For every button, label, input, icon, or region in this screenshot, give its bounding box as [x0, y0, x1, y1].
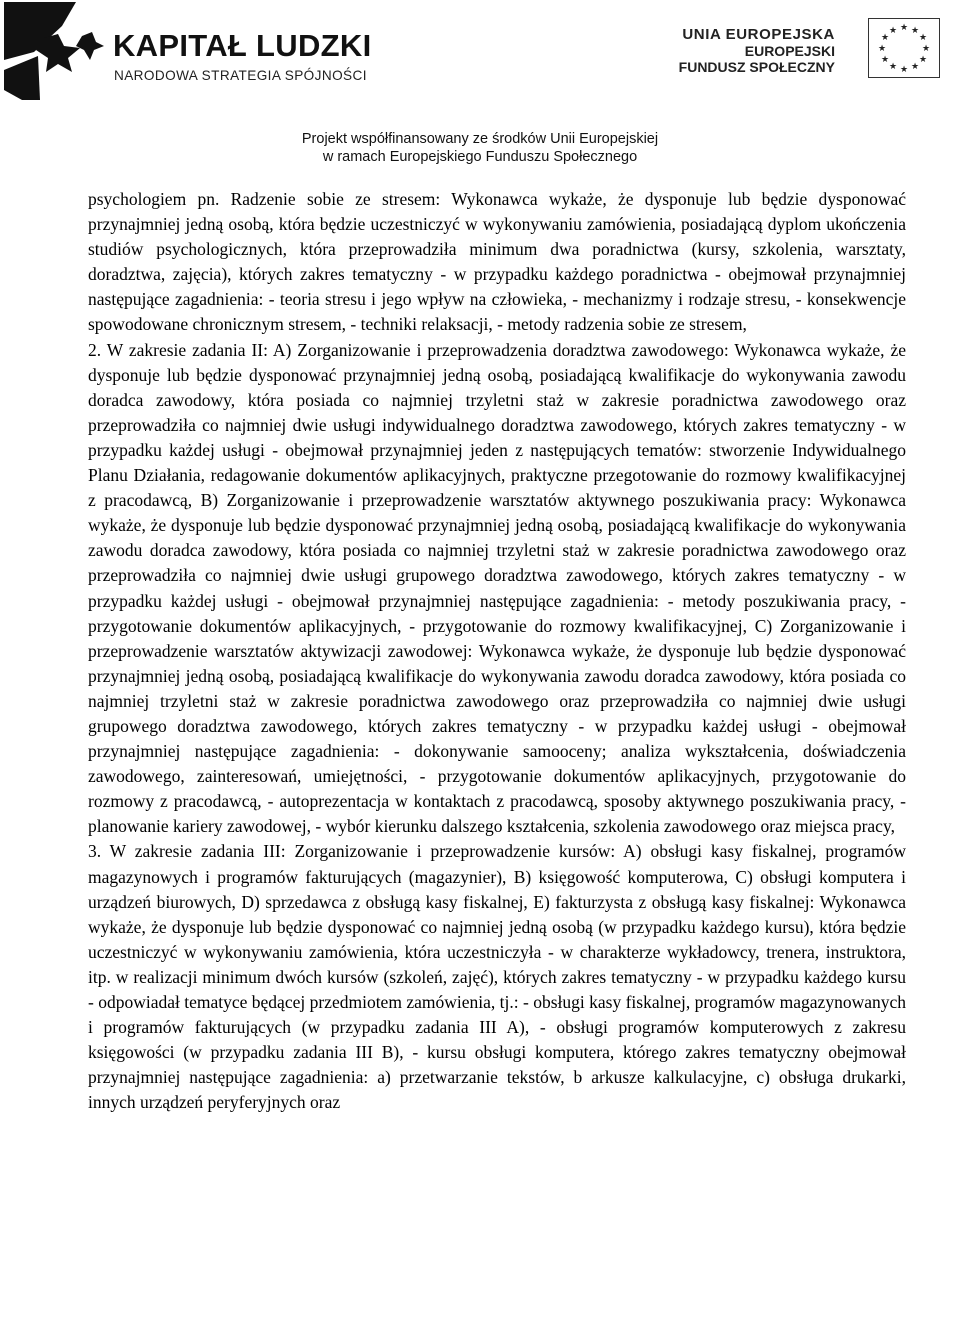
svg-text:★: ★ [899, 65, 909, 75]
paragraph-task-3: 3. W zakresie zadania III: Zorganizowanie i przeprowadzenie kursów: A) obsługi kasy fiskalnej, programów magazynowych i programów fakturujących (magazynier), B) księgowość komputerowa, C) obsługi komputera i urządzeń biurowych, D) sprzedawca z obsługą kasy fiskalnej, E) fakturzysta z obsługą kasy fiskalnej: Wykonawca wykaże, że dysponuje lub będzie dysponować co najmniej jedną osobą (w przypadku każdego kursu), która będzie uczestniczyć w wykonywaniu zamówienia, która uczestniczyła - w charakterze wykładowcy, trenera, instruktora, itp. w realizacji minimum dwóch kursów (szkoleń, zajęć), których zakres tematyczny - w przypadku każdego kursu - odpowiadał tematyce będącej przedmiotem zamówienia, tj.: - obsługi kasy fiskalnej, programów magazynowanych i programów fakturujących (w przypadku zadania III A), - obsługi programów komputerowych z zakresu księgowości (w przypadku zadania III B), - kursu obsługi komputera, którego zakres tematyczny obejmował przynajmniej następujące zagadnienia: a) przetwarzanie tekstów, b arkusze kalkulacyjne, c) obsługa drukarki, innych urządzeń peryferyjnych oraz [88, 841, 906, 1113]
eu-logo-line-3: FUNDUSZ SPOŁECZNY [678, 59, 835, 75]
svg-text:★: ★ [880, 33, 890, 43]
paragraph-task-2: 2. W zakresie zadania II: A) Zorganizowanie i przeprowadzenia doradztwa zawodowego: Wykonawca wykaże, że dysponuje lub będzie dysponować przynajmniej jedną osobą, posiadającą kwalifikacje do wykonywania zawodu doradca zawodowy, która posiada co najmniej trzyletni staż w zakresie poradnictwa zawodowego oraz przeprowadziła co najmniej dwie usługi indywidualnego doradztwa zawodowego, których zakres tematyczny - w przypadku każdej usługi - obejmował przynajmniej jeden z następujących tematów: stworzenie Indywidualnego Planu Działania, redagowanie dokumentów aplikacyjnych, praktyczne przegotowanie do rozmowy kwalifikacyjnej z pracodawcą, B) Zorganizowanie i przeprowadzenie warsztatów aktywnego poszukiwania pracy: Wykonawca wykaże, że dysponuje lub będzie dysponować przynajmniej jedną osobą, posiadającą kwalifikacje do wykonywania zawodu doradca zawodowy, która posiada co najmniej trzyletni staż w zakresie poradnictwa zawodowego oraz przeprowadziła co najmniej dwie usługi grupowego doradztwa zawodowego, których zakres tematyczny - w przypadku każdej usługi - obejmował przynajmniej następujące zagadnienia: - metody poszukiwania pracy, - przygotowanie dokumentów aplikacyjnych, - przygotowanie do rozmowy kwalifikacyjnej, C) Zorganizowanie i przeprowadzenie warsztatów aktywizacji zawodowej: Wykonawca wykaże, że dysponuje lub będzie dysponować przynajmniej jedną osobą, posiadającą kwalifikacje do wykonywania zawodu doradca zawodowy, która posiada co najmniej trzyletni staż w zakresie poradnictwa zawodowego oraz przeprowadziła co najmniej dwie usługi grupowego doradztwa zawodowego, których zakres tematyczny - w przypadku każdej usługi - obejmował przynajmniej następujące zagadnienia: - dokonywanie samooceny; analiza wykształcenia, doświadczenia zawodowego, zainteresowań, umiejętności, - przygotowanie dokumentów aplikacyjnych, przygotowanie do rozmowy z pracodawcą, - autoprezentacja w kontaktach z pracodawcą, sposoby aktywnego poszukiwania pracy, - planowanie kariery zawodowej, - wybór kierunku dalszego kształcenia, szkolenia zawodowego oraz miejsca pracy, [88, 339, 906, 837]
svg-text:★: ★ [921, 44, 931, 54]
funding-line-2: w ramach Europejskiego Funduszu Społecznego [322, 149, 638, 165]
svg-text:★: ★ [918, 33, 928, 43]
svg-text:★: ★ [880, 55, 890, 65]
kapital-ludzki-title: KAPITAŁ LUDZKI [113, 28, 372, 63]
svg-text:★: ★ [877, 44, 887, 54]
document-body [88, 187, 906, 1115]
kapital-ludzki-logo-icon [4, 2, 104, 100]
kapital-ludzki-subtitle: NARODOWA STRATEGIA SPÓJNOŚCI [114, 68, 367, 83]
eu-logo-text [679, 27, 835, 75]
eu-logo-line-2: EUROPEJSKI [744, 43, 835, 59]
paragraph-stress-management: psychologiem pn. Radzenie sobie ze stresem: Wykonawca wykaże, że dysponuje lub będzie dysponować przynajmniej jedną osobą, która będzie uczestniczyć w wykonywaniu zamówienia, posiadającą dyplom ukończenia studiów psychologicznych, która przeprowadziła minimum dwa poradnictwa (kursy, szkolenia, warsztaty, doradztwa, zajęcia), których zakres tematyczny - w przypadku każdego poradnictwa - obejmował przynajmniej następujące zagadnienia: - teoria stresu i jego wpływ na człowieka, - mechanizmy i rodzaje stresu, - konsekwencje spowodowane chronicznym stresem, - techniki relaksacji, - metody radzenia sobie ze stresem, [88, 189, 906, 335]
eu-logo-line-1: UNIA EUROPEJSKA [682, 26, 835, 43]
svg-text:★: ★ [910, 26, 920, 36]
svg-text:★: ★ [888, 26, 898, 36]
page-header [0, 0, 960, 175]
funding-line-1: Projekt współfinansowany ze środków Unii Europejskiej [301, 131, 659, 147]
funding-note [0, 130, 960, 166]
svg-text:★: ★ [910, 62, 920, 72]
svg-text:★: ★ [888, 62, 898, 72]
svg-text:★: ★ [918, 55, 928, 65]
eu-flag-icon [868, 18, 940, 78]
svg-text:★: ★ [899, 23, 909, 33]
